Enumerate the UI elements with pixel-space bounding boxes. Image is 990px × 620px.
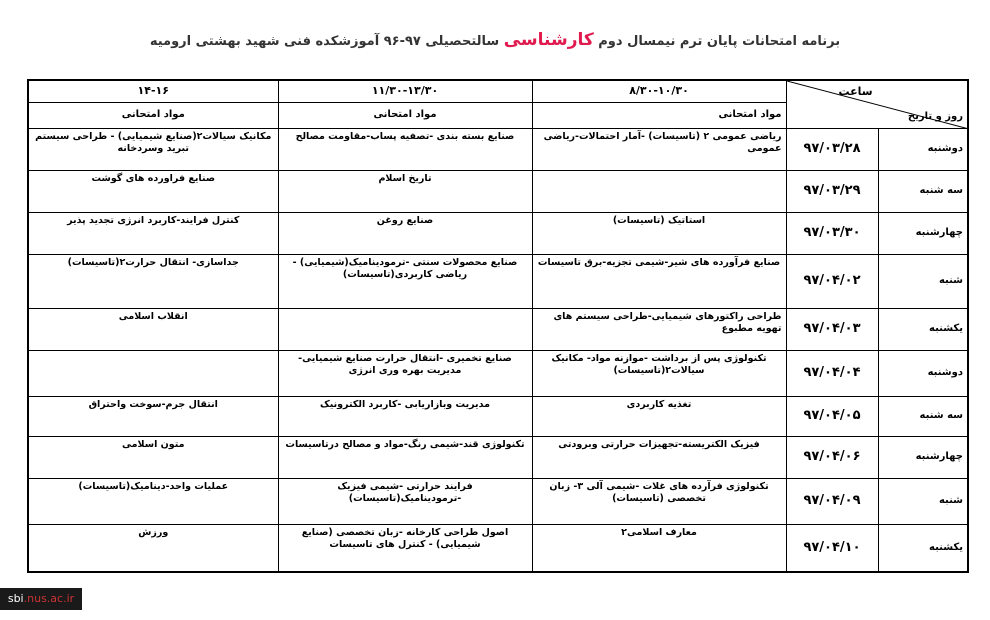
row-day: دوشنبه (878, 128, 968, 170)
table-row (28, 212, 968, 254)
slot2-subjects: تاریخ اسلام (278, 170, 532, 212)
table-row (28, 396, 968, 436)
slot1-subjects: طراحی راکتورهای شیمیایی-طراحی سیستم های تهویه مطبوع (532, 308, 786, 350)
slot2-subjects: صنایع تخمیری -انتقال حرارت صنایع شیمیایی- مدیریت بهره وری انرژی (278, 350, 532, 396)
table-row (28, 308, 968, 350)
watermark-prefix: sbi (7, 592, 24, 605)
slot1-subjects: ریاضی عمومی ۲ (تاسیسات) -آمار احتمالات-ریاضی عمومی (532, 128, 786, 170)
slot1-subjects: استاتیک (تاسیسات) (532, 212, 786, 254)
slot2-subjects: تکنولوژی قند-شیمی رنگ-مواد و مصالح درتاسیسات (278, 436, 532, 478)
slot2-subjects: مدیریت وبازاریابی -کاربرد الکترونیک (278, 396, 532, 436)
subjects-header-2: مواد امتحانی (278, 102, 532, 128)
row-date: ۹۷/۰۴/۰۲ (786, 254, 878, 308)
slot1-subjects: صنایع فرآورده های شیر-شیمی تجزیه-برق تاسیسات (532, 254, 786, 308)
day-date-label: روز و تاریخ (907, 111, 963, 122)
row-day: چهارشنبه (878, 212, 968, 254)
table-row (28, 524, 968, 572)
row-day: سه شنبه (878, 170, 968, 212)
exam-schedule-table (27, 79, 969, 573)
slot-header-3: ۱۴-۱۶ (28, 80, 278, 102)
row-day: شنبه (878, 254, 968, 308)
subjects-header-1: مواد امتحانی (532, 102, 786, 128)
slot2-subjects: صنایع روغن (278, 212, 532, 254)
row-day: یکشنبه (878, 308, 968, 350)
row-date: ۹۷/۰۴/۰۵ (786, 396, 878, 436)
table-row (28, 436, 968, 478)
slot3-subjects: کنترل فرایند-کاربرد انرژی تجدید پذیر (28, 212, 278, 254)
slot3-subjects: انتقال جرم-سوخت واحتراق (28, 396, 278, 436)
table-row (28, 478, 968, 524)
table-row (28, 350, 968, 396)
row-date: ۹۷/۰۴/۰۹ (786, 478, 878, 524)
site-watermark (0, 588, 82, 610)
subjects-header-3: مواد امتحانی (28, 102, 278, 128)
row-date: ۹۷/۰۳/۲۹ (786, 170, 878, 212)
slot2-subjects: فرایند حرارتی -شیمی فیزیک -ترمودینامیک(تاسیسات) (278, 478, 532, 524)
table-row (28, 128, 968, 170)
slot2-subjects: صنایع بسته بندی -تصفیه پساب-مقاومت مصالح (278, 128, 532, 170)
slot3-subjects: مکانیک سیالات۲(صنایع شیمیایی) - طراحی سیستم تبرید وسردخانه (28, 128, 278, 170)
title-accent: کارشناسی (503, 30, 594, 50)
slot1-subjects: فیزیک الکتریسته-تجهیزات حرارتی وبرودتی (532, 436, 786, 478)
row-date: ۹۷/۰۳/۳۰ (786, 212, 878, 254)
row-date: ۹۷/۰۳/۲۸ (786, 128, 878, 170)
slot1-subjects: تکنولوژی فرآرده های غلات -شیمی آلی ۳- زبان تخصصی (تاسیسات) (532, 478, 786, 524)
row-day: یکشنبه (878, 524, 968, 572)
row-day: چهارشنبه (878, 436, 968, 478)
slot1-subjects: تغذیه کاربردی (532, 396, 786, 436)
header-corner-cell (786, 80, 968, 128)
slot3-subjects: جداسازی- انتقال حرارت۲(تاسیسات) (28, 254, 278, 308)
row-day: دوشنبه (878, 350, 968, 396)
slot3-subjects: ورزش (28, 524, 278, 572)
row-date: ۹۷/۰۴/۱۰ (786, 524, 878, 572)
slot3-subjects: صنایع فراورده های گوشت (28, 170, 278, 212)
slot1-subjects: تکنولوژی پس از برداشت -موازنه مواد- مکانیک سیالات۲(تاسیسات) (532, 350, 786, 396)
slot3-subjects: متون اسلامی (28, 436, 278, 478)
row-date: ۹۷/۰۴/۰۳ (786, 308, 878, 350)
slot3-subjects: عملیات واحد-دینامیک(تاسیسات) (28, 478, 278, 524)
slot3-subjects: انقلاب اسلامی (28, 308, 278, 350)
page-title (0, 30, 990, 50)
slot-header-2: ۱۱/۳۰-۱۳/۳۰ (278, 80, 532, 102)
table-row (28, 254, 968, 308)
slot3-subjects (28, 350, 278, 396)
table-row (28, 170, 968, 212)
watermark-suffix: .nus.ac.ir (23, 592, 75, 605)
hour-label: ساعت (838, 85, 873, 98)
row-date: ۹۷/۰۴/۰۶ (786, 436, 878, 478)
slot1-subjects: معارف اسلامی۲ (532, 524, 786, 572)
slot1-subjects (532, 170, 786, 212)
slot2-subjects: صنایع محصولات سنتی -ترمودینامیک(شیمیایی) - ریاضی کاربردی(تاسیسات) (278, 254, 532, 308)
slot2-subjects: اصول طراحی کارخانه -زبان تخصصی (صنایع شیمیایی) - کنترل های تاسیسات (278, 524, 532, 572)
row-day: سه شنبه (878, 396, 968, 436)
title-part1: برنامه امتحانات پایان ترم نیمسال دوم (598, 34, 841, 49)
row-day: شنبه (878, 478, 968, 524)
slot2-subjects (278, 308, 532, 350)
title-part2: سالتحصیلی ۹۷-۹۶ آموزشکده فنی شهید بهشتی ارومیه (149, 34, 500, 49)
slot-header-1: ۸/۳۰-۱۰/۳۰ (532, 80, 786, 102)
row-date: ۹۷/۰۴/۰۴ (786, 350, 878, 396)
